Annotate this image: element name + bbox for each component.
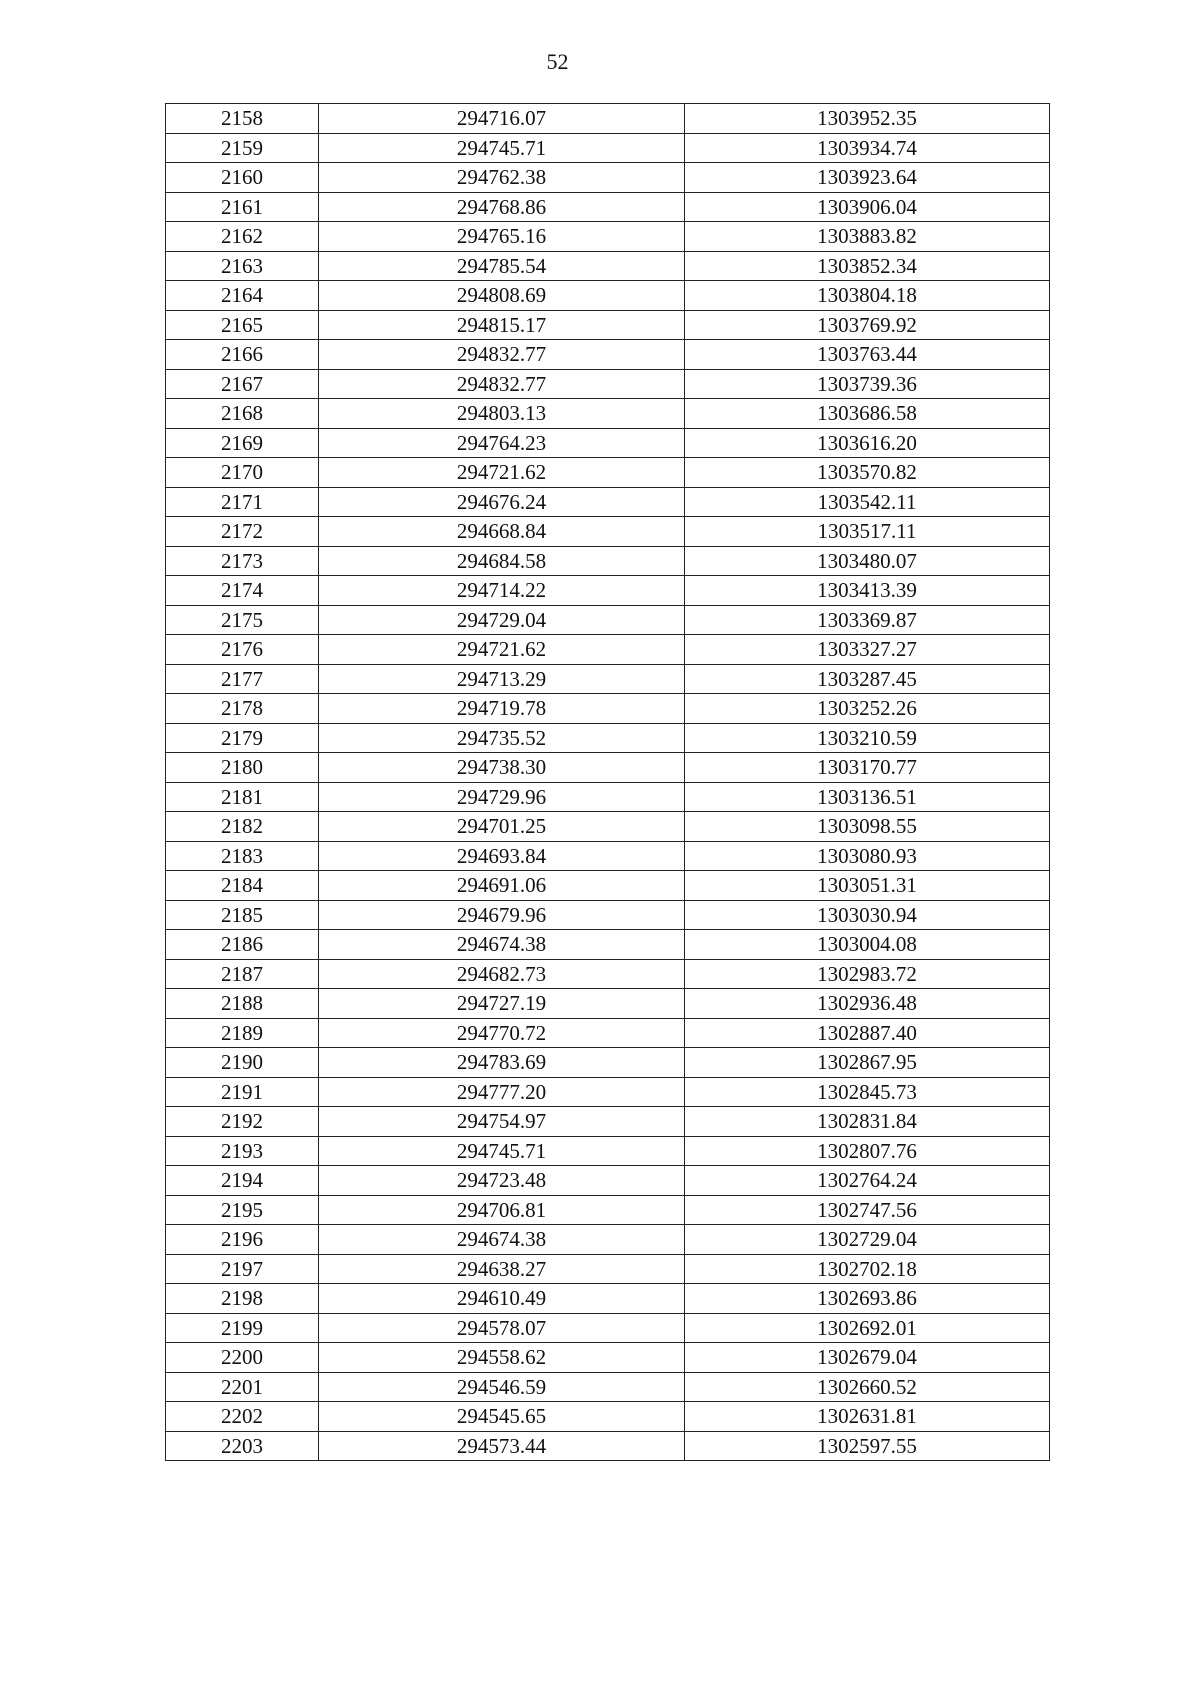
y-coordinate-cell: 1302660.52: [685, 1372, 1050, 1402]
x-coordinate-cell: 294738.30: [319, 753, 685, 783]
table-row: [166, 487, 1050, 517]
point-id-cell: 2195: [166, 1195, 319, 1225]
table-row: [166, 104, 1050, 134]
y-coordinate-cell: 1303804.18: [685, 281, 1050, 311]
point-id-cell: 2178: [166, 694, 319, 724]
x-coordinate-cell: 294706.81: [319, 1195, 685, 1225]
table-row: [166, 340, 1050, 370]
point-id-cell: 2173: [166, 546, 319, 576]
y-coordinate-cell: 1302631.81: [685, 1402, 1050, 1432]
table-row: [166, 546, 1050, 576]
x-coordinate-cell: 294745.71: [319, 1136, 685, 1166]
table-row: [166, 163, 1050, 193]
point-id-cell: 2162: [166, 222, 319, 252]
x-coordinate-cell: 294578.07: [319, 1313, 685, 1343]
table-row: [166, 1431, 1050, 1461]
y-coordinate-cell: 1303952.35: [685, 104, 1050, 134]
x-coordinate-cell: 294716.07: [319, 104, 685, 134]
table-row: [166, 1195, 1050, 1225]
table-row: [166, 1166, 1050, 1196]
table-row: [166, 517, 1050, 547]
y-coordinate-cell: 1302831.84: [685, 1107, 1050, 1137]
point-id-cell: 2188: [166, 989, 319, 1019]
y-coordinate-cell: 1303570.82: [685, 458, 1050, 488]
point-id-cell: 2164: [166, 281, 319, 311]
table-row: [166, 1284, 1050, 1314]
y-coordinate-cell: 1302693.86: [685, 1284, 1050, 1314]
x-coordinate-cell: 294777.20: [319, 1077, 685, 1107]
table-row: [166, 1254, 1050, 1284]
x-coordinate-cell: 294729.04: [319, 605, 685, 635]
point-id-cell: 2167: [166, 369, 319, 399]
x-coordinate-cell: 294545.65: [319, 1402, 685, 1432]
table-row: [166, 1225, 1050, 1255]
point-id-cell: 2186: [166, 930, 319, 960]
x-coordinate-cell: 294719.78: [319, 694, 685, 724]
y-coordinate-cell: 1302729.04: [685, 1225, 1050, 1255]
point-id-cell: 2180: [166, 753, 319, 783]
y-coordinate-cell: 1303413.39: [685, 576, 1050, 606]
point-id-cell: 2172: [166, 517, 319, 547]
table-row: [166, 871, 1050, 901]
table-row: [166, 959, 1050, 989]
point-id-cell: 2165: [166, 310, 319, 340]
point-id-cell: 2191: [166, 1077, 319, 1107]
table-row: [166, 576, 1050, 606]
x-coordinate-cell: 294832.77: [319, 340, 685, 370]
y-coordinate-cell: 1302845.73: [685, 1077, 1050, 1107]
point-id-cell: 2179: [166, 723, 319, 753]
y-coordinate-cell: 1303327.27: [685, 635, 1050, 665]
table-row: [166, 428, 1050, 458]
y-coordinate-cell: 1302747.56: [685, 1195, 1050, 1225]
point-id-cell: 2199: [166, 1313, 319, 1343]
table-row: [166, 605, 1050, 635]
point-id-cell: 2185: [166, 900, 319, 930]
point-id-cell: 2175: [166, 605, 319, 635]
y-coordinate-cell: 1303686.58: [685, 399, 1050, 429]
y-coordinate-cell: 1303739.36: [685, 369, 1050, 399]
table-row: [166, 930, 1050, 960]
x-coordinate-cell: 294684.58: [319, 546, 685, 576]
x-coordinate-cell: 294546.59: [319, 1372, 685, 1402]
table-row: [166, 723, 1050, 753]
point-id-cell: 2166: [166, 340, 319, 370]
point-id-cell: 2187: [166, 959, 319, 989]
x-coordinate-cell: 294832.77: [319, 369, 685, 399]
x-coordinate-cell: 294723.48: [319, 1166, 685, 1196]
table-row: [166, 782, 1050, 812]
y-coordinate-cell: 1303051.31: [685, 871, 1050, 901]
point-id-cell: 2202: [166, 1402, 319, 1432]
table-row: [166, 841, 1050, 871]
point-id-cell: 2171: [166, 487, 319, 517]
table-row: [166, 281, 1050, 311]
point-id-cell: 2177: [166, 664, 319, 694]
point-id-cell: 2182: [166, 812, 319, 842]
y-coordinate-cell: 1302597.55: [685, 1431, 1050, 1461]
y-coordinate-cell: 1302983.72: [685, 959, 1050, 989]
table-row: [166, 1077, 1050, 1107]
x-coordinate-cell: 294721.62: [319, 635, 685, 665]
y-coordinate-cell: 1302867.95: [685, 1048, 1050, 1078]
y-coordinate-cell: 1303136.51: [685, 782, 1050, 812]
point-id-cell: 2203: [166, 1431, 319, 1461]
y-coordinate-cell: 1302807.76: [685, 1136, 1050, 1166]
table-row: [166, 635, 1050, 665]
point-id-cell: 2198: [166, 1284, 319, 1314]
page-number: 52: [546, 49, 569, 74]
table-row: [166, 753, 1050, 783]
y-coordinate-cell: 1303098.55: [685, 812, 1050, 842]
x-coordinate-cell: 294808.69: [319, 281, 685, 311]
point-id-cell: 2174: [166, 576, 319, 606]
x-coordinate-cell: 294745.71: [319, 133, 685, 163]
table-row: [166, 458, 1050, 488]
x-coordinate-cell: 294701.25: [319, 812, 685, 842]
point-id-cell: 2159: [166, 133, 319, 163]
y-coordinate-cell: 1303923.64: [685, 163, 1050, 193]
point-id-cell: 2161: [166, 192, 319, 222]
point-id-cell: 2184: [166, 871, 319, 901]
table-row: [166, 1402, 1050, 1432]
x-coordinate-cell: 294679.96: [319, 900, 685, 930]
y-coordinate-cell: 1303480.07: [685, 546, 1050, 576]
x-coordinate-cell: 294785.54: [319, 251, 685, 281]
point-id-cell: 2163: [166, 251, 319, 281]
point-id-cell: 2170: [166, 458, 319, 488]
x-coordinate-cell: 294783.69: [319, 1048, 685, 1078]
point-id-cell: 2200: [166, 1343, 319, 1373]
x-coordinate-cell: 294803.13: [319, 399, 685, 429]
point-id-cell: 2181: [166, 782, 319, 812]
table-row: [166, 1372, 1050, 1402]
y-coordinate-cell: 1302692.01: [685, 1313, 1050, 1343]
x-coordinate-cell: 294770.72: [319, 1018, 685, 1048]
table-row: [166, 251, 1050, 281]
point-id-cell: 2196: [166, 1225, 319, 1255]
point-id-cell: 2194: [166, 1166, 319, 1196]
x-coordinate-cell: 294721.62: [319, 458, 685, 488]
table-row: [166, 1343, 1050, 1373]
y-coordinate-cell: 1303210.59: [685, 723, 1050, 753]
y-coordinate-cell: 1303287.45: [685, 664, 1050, 694]
y-coordinate-cell: 1303852.34: [685, 251, 1050, 281]
point-id-cell: 2189: [166, 1018, 319, 1048]
point-id-cell: 2160: [166, 163, 319, 193]
table-row: [166, 310, 1050, 340]
table-row: [166, 900, 1050, 930]
y-coordinate-cell: 1302764.24: [685, 1166, 1050, 1196]
table-row: [166, 133, 1050, 163]
y-coordinate-cell: 1303517.11: [685, 517, 1050, 547]
x-coordinate-cell: 294768.86: [319, 192, 685, 222]
table-row: [166, 1018, 1050, 1048]
table-row: [166, 694, 1050, 724]
x-coordinate-cell: 294764.23: [319, 428, 685, 458]
point-id-cell: 2201: [166, 1372, 319, 1402]
point-id-cell: 2169: [166, 428, 319, 458]
point-id-cell: 2192: [166, 1107, 319, 1137]
x-coordinate-cell: 294693.84: [319, 841, 685, 871]
y-coordinate-cell: 1302679.04: [685, 1343, 1050, 1373]
table-body: [166, 104, 1050, 1461]
x-coordinate-cell: 294674.38: [319, 930, 685, 960]
point-id-cell: 2183: [166, 841, 319, 871]
y-coordinate-cell: 1303170.77: [685, 753, 1050, 783]
x-coordinate-cell: 294714.22: [319, 576, 685, 606]
y-coordinate-cell: 1303004.08: [685, 930, 1050, 960]
x-coordinate-cell: 294729.96: [319, 782, 685, 812]
table-row: [166, 369, 1050, 399]
point-id-cell: 2190: [166, 1048, 319, 1078]
x-coordinate-cell: 294676.24: [319, 487, 685, 517]
y-coordinate-cell: 1302702.18: [685, 1254, 1050, 1284]
point-id-cell: 2158: [166, 104, 319, 134]
y-coordinate-cell: 1303934.74: [685, 133, 1050, 163]
y-coordinate-cell: 1303080.93: [685, 841, 1050, 871]
x-coordinate-cell: 294573.44: [319, 1431, 685, 1461]
x-coordinate-cell: 294815.17: [319, 310, 685, 340]
x-coordinate-cell: 294610.49: [319, 1284, 685, 1314]
y-coordinate-cell: 1302936.48: [685, 989, 1050, 1019]
y-coordinate-cell: 1303369.87: [685, 605, 1050, 635]
table-row: [166, 1313, 1050, 1343]
y-coordinate-cell: 1303252.26: [685, 694, 1050, 724]
y-coordinate-cell: 1303542.11: [685, 487, 1050, 517]
table-row: [166, 1107, 1050, 1137]
x-coordinate-cell: 294638.27: [319, 1254, 685, 1284]
x-coordinate-cell: 294558.62: [319, 1343, 685, 1373]
x-coordinate-cell: 294727.19: [319, 989, 685, 1019]
point-id-cell: 2168: [166, 399, 319, 429]
point-id-cell: 2197: [166, 1254, 319, 1284]
table-row: [166, 989, 1050, 1019]
x-coordinate-cell: 294682.73: [319, 959, 685, 989]
point-id-cell: 2176: [166, 635, 319, 665]
x-coordinate-cell: 294765.16: [319, 222, 685, 252]
point-id-cell: 2193: [166, 1136, 319, 1166]
x-coordinate-cell: 294762.38: [319, 163, 685, 193]
table-row: [166, 1048, 1050, 1078]
x-coordinate-cell: 294691.06: [319, 871, 685, 901]
y-coordinate-cell: 1303883.82: [685, 222, 1050, 252]
x-coordinate-cell: 294668.84: [319, 517, 685, 547]
y-coordinate-cell: 1303763.44: [685, 340, 1050, 370]
y-coordinate-cell: 1303030.94: [685, 900, 1050, 930]
coordinates-table: [165, 103, 1050, 1461]
table-row: [166, 1136, 1050, 1166]
table-row: [166, 192, 1050, 222]
table-row: [166, 664, 1050, 694]
x-coordinate-cell: 294754.97: [319, 1107, 685, 1137]
table-row: [166, 399, 1050, 429]
y-coordinate-cell: 1302887.40: [685, 1018, 1050, 1048]
table-row: [166, 812, 1050, 842]
y-coordinate-cell: 1303906.04: [685, 192, 1050, 222]
x-coordinate-cell: 294674.38: [319, 1225, 685, 1255]
x-coordinate-cell: 294735.52: [319, 723, 685, 753]
x-coordinate-cell: 294713.29: [319, 664, 685, 694]
table-row: [166, 222, 1050, 252]
y-coordinate-cell: 1303616.20: [685, 428, 1050, 458]
y-coordinate-cell: 1303769.92: [685, 310, 1050, 340]
